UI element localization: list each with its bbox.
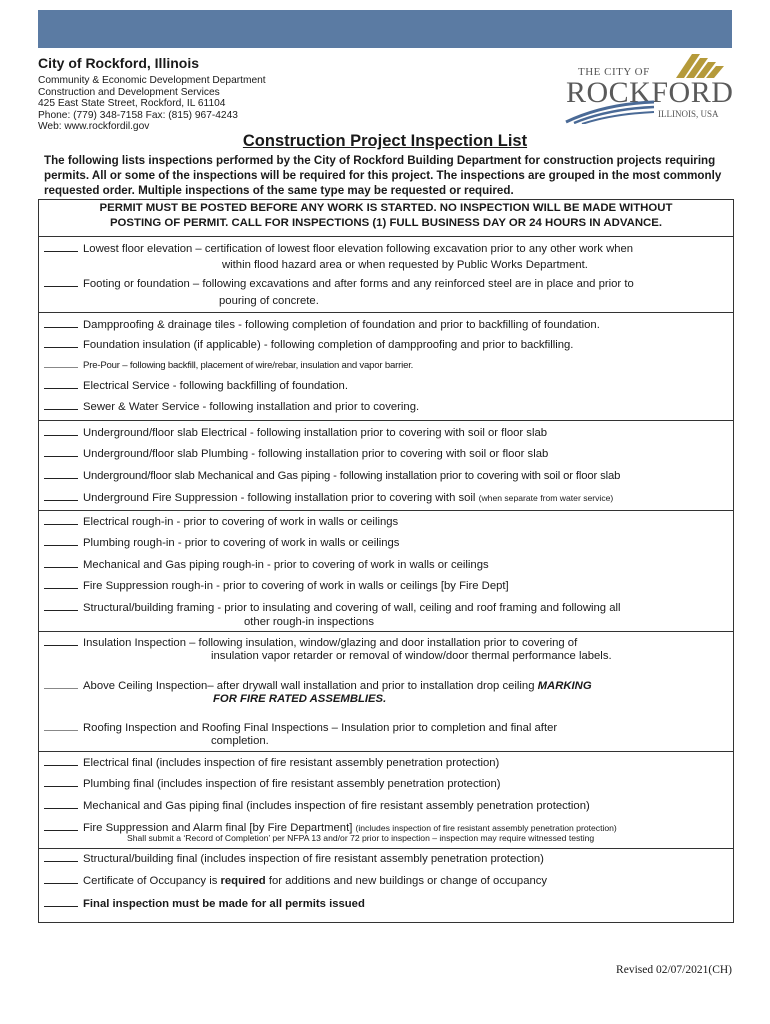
item-text: Fire Suppression rough-in - prior to covering of work in walls or ceilings [by Fire Dept] xyxy=(83,580,509,592)
section-divider xyxy=(38,631,734,632)
item-continuation: completion. xyxy=(211,735,269,747)
checkoff-blank[interactable] xyxy=(44,557,78,568)
address-line: Community & Economic Development Department xyxy=(38,75,266,86)
inspection-item-above-ceiling xyxy=(44,678,730,693)
item-text: Fire Suppression and Alarm final [by Fire Department] xyxy=(83,822,356,834)
checkoff-blank[interactable] xyxy=(44,378,78,389)
address-line: Construction and Development Services xyxy=(38,86,220,98)
item-emphasis: required xyxy=(220,875,266,887)
inspection-item-plumbing-final xyxy=(44,776,730,791)
document-title: Construction Project Inspection List xyxy=(242,132,528,150)
inspection-item-fire-roughin xyxy=(44,578,730,593)
item-text: Dampproofing & drainage tiles - following completion of foundation and prior to backfilling of foundation. xyxy=(83,319,600,331)
item-text: Pre-Pour – following backfill, placement of wire/rebar, insulation and vapor barrier. xyxy=(83,360,414,371)
inspection-item-electrical-service xyxy=(44,378,730,393)
item-text: Final inspection must be made for all permits issued xyxy=(83,898,365,910)
inspection-item-dampproofing xyxy=(44,317,730,332)
item-text: Insulation Inspection – following insulation, window/glazing and door installation prior to covering of xyxy=(83,637,578,649)
item-text: Roofing Inspection and Roofing Final Inspections – Insulation prior to completion and final after xyxy=(83,722,558,734)
item-text: Footing or foundation – following excavations and after forms and any reinforced steel are in place and prior to xyxy=(83,278,634,290)
checkoff-blank[interactable] xyxy=(44,635,78,646)
item-continuation: FOR FIRE RATED ASSEMBLIES. xyxy=(213,693,387,705)
item-continuation: within flood hazard area or when requested by Public Works Department. xyxy=(222,259,588,271)
intro-paragraph: The following lists inspections performed by the City of Rockford Building Department for construction projects requiring permits. All or some of the inspections will be required for this project. The inspections are grouped in the most commonly requested order. Multiple inspections of the same type may be requested or required. xyxy=(44,154,722,197)
item-continuation: pouring of concrete. xyxy=(219,295,319,307)
item-text: for additions and new buildings or change of occupancy xyxy=(265,875,548,887)
section-divider xyxy=(38,236,734,237)
checkoff-blank[interactable] xyxy=(44,578,78,589)
item-text: Underground/floor slab Electrical - following installation prior to covering with soil or floor slab xyxy=(83,427,548,439)
item-text: Foundation insulation (if applicable) - following completion of dampproofing and prior to backfilling. xyxy=(83,339,574,351)
logo-swoosh-icon xyxy=(564,100,656,124)
inspection-item-mechanical-roughin xyxy=(44,557,730,572)
inspection-item-footing xyxy=(44,276,730,291)
inspection-item-structural-final xyxy=(44,851,730,866)
item-text: Electrical Service - following backfilling of foundation. xyxy=(83,380,348,392)
checkoff-blank[interactable] xyxy=(44,798,78,809)
item-text: Underground Fire Suppression - following installation prior to covering with soil xyxy=(83,492,479,504)
checkoff-blank[interactable] xyxy=(44,600,78,611)
section-divider xyxy=(38,751,734,752)
item-text: Mechanical and Gas piping rough-in - prior to covering of work in walls or ceilings xyxy=(83,559,489,571)
inspection-item-ug-electrical xyxy=(44,425,730,440)
item-text: Mechanical and Gas piping final (includes inspection of fire resistant assembly penetration protection) xyxy=(83,800,590,812)
item-text: Above Ceiling Inspection– after drywall wall installation and prior to installation drop ceiling xyxy=(83,680,538,692)
inspection-item-roofing xyxy=(44,720,730,735)
item-text: Electrical rough-in - prior to covering of work in walls or ceilings xyxy=(83,516,399,528)
inspection-item-mechanical-final xyxy=(44,798,730,813)
inspection-item-insulation xyxy=(44,635,730,650)
logo-big-text: ROCKFORD xyxy=(566,76,734,109)
permit-notice xyxy=(40,201,732,231)
inspection-item-electrical-final xyxy=(44,755,730,770)
checkoff-blank[interactable] xyxy=(44,425,78,436)
section-divider xyxy=(38,848,734,849)
item-note: (when separate from water service) xyxy=(478,493,614,503)
inspection-item-ug-plumbing xyxy=(44,446,730,461)
checkoff-blank[interactable] xyxy=(44,776,78,787)
address-line: Phone: (779) 348-7158 Fax: (815) 967-4243 xyxy=(38,109,238,121)
checkoff-blank[interactable] xyxy=(44,514,78,525)
inspection-item-ug-fire xyxy=(44,490,730,505)
checkoff-blank[interactable] xyxy=(44,468,78,479)
inspection-item-ug-mechanical xyxy=(44,468,730,483)
header-banner xyxy=(38,10,732,48)
item-emphasis: MARKING xyxy=(537,680,592,692)
item-text: Sewer & Water Service - following installation and prior to covering. xyxy=(83,401,420,413)
checkoff-blank[interactable] xyxy=(44,720,78,731)
fire-final-note: Shall submit a ‘Record of Completion’ per NFPA 13 and/or 72 prior to inspection – inspection may require witnessed testing xyxy=(127,833,595,843)
address-line: Web: www.rockfordil.gov xyxy=(38,121,150,132)
section-divider xyxy=(38,510,734,511)
checkoff-blank[interactable] xyxy=(44,337,78,348)
checkoff-blank[interactable] xyxy=(44,317,78,328)
checkoff-blank[interactable] xyxy=(44,357,78,368)
checkoff-blank[interactable] xyxy=(44,678,78,689)
notice-line: PERMIT MUST BE POSTED BEFORE ANY WORK IS STARTED. NO INSPECTION WILL BE MADE WITHOUT xyxy=(99,202,673,214)
checkoff-blank[interactable] xyxy=(44,241,78,252)
section-divider xyxy=(38,312,734,313)
checkoff-blank[interactable] xyxy=(44,490,78,501)
item-text: Electrical final (includes inspection of fire resistant assembly penetration protection) xyxy=(83,757,500,769)
inspection-item-foundation-insulation xyxy=(44,337,730,352)
inspection-item-final xyxy=(44,896,730,911)
inspection-item-plumbing-roughin xyxy=(44,535,730,550)
item-continuation: insulation vapor retarder or removal of window/door thermal performance labels. xyxy=(211,650,612,662)
item-text: Underground/floor slab Mechanical and Gas piping - following installation prior to covering with soil or floor slab xyxy=(83,470,621,482)
checkoff-blank[interactable] xyxy=(44,755,78,766)
logo-bars-icon xyxy=(656,52,728,78)
inspection-item-prepour xyxy=(44,357,730,373)
item-text: Certificate of Occupancy is xyxy=(83,875,221,887)
item-text: Lowest floor elevation – certification of lowest floor elevation following excavation prior to any other work when xyxy=(83,243,634,255)
checkoff-blank[interactable] xyxy=(44,446,78,457)
checkoff-blank[interactable] xyxy=(44,399,78,410)
department-address xyxy=(38,55,458,133)
checkoff-blank[interactable] xyxy=(44,896,78,907)
checkoff-blank[interactable] xyxy=(44,873,78,884)
inspection-item-sewer-water xyxy=(44,399,730,414)
checkoff-blank[interactable] xyxy=(44,851,78,862)
inspection-item-electrical-roughin xyxy=(44,514,730,529)
item-note: (includes inspection of fire resistant assembly penetration protection) xyxy=(355,823,617,833)
inspection-item-lowest-floor xyxy=(44,241,730,256)
checkoff-blank[interactable] xyxy=(44,276,78,287)
notice-line: POSTING OF PERMIT. CALL FOR INSPECTIONS (1) FULL BUSINESS DAY OR 24 HOURS IN ADVANCE. xyxy=(109,217,663,229)
item-text: Structural/building final (includes inspection of fire resistant assembly penetration protection) xyxy=(83,853,544,865)
item-text: Plumbing rough-in - prior to covering of work in walls or ceilings xyxy=(83,537,400,549)
checkoff-blank[interactable] xyxy=(44,820,78,831)
revision-date: Revised 02/07/2021(CH) xyxy=(616,964,732,976)
logo-sub-text: ILLINOIS, USA xyxy=(658,109,719,119)
item-continuation: other rough-in inspections xyxy=(244,616,374,628)
inspection-item-occupancy xyxy=(44,873,730,888)
item-text: Structural/building framing - prior to insulating and covering of wall, ceiling and roof framing and following all xyxy=(83,602,621,614)
rockford-logo xyxy=(564,52,734,124)
logo-small-text: THE CITY OF xyxy=(578,66,650,78)
section-divider xyxy=(38,420,734,421)
city-name: City of Rockford, Illinois xyxy=(38,55,200,71)
item-text: Underground/floor slab Plumbing - following installation prior to covering with soil or floor slab xyxy=(83,448,549,460)
checkoff-blank[interactable] xyxy=(44,535,78,546)
inspection-item-framing xyxy=(44,600,730,615)
address-line: 425 East State Street, Rockford, IL 61104 xyxy=(38,98,226,109)
item-text: Plumbing final (includes inspection of fire resistant assembly penetration protection) xyxy=(83,778,501,790)
